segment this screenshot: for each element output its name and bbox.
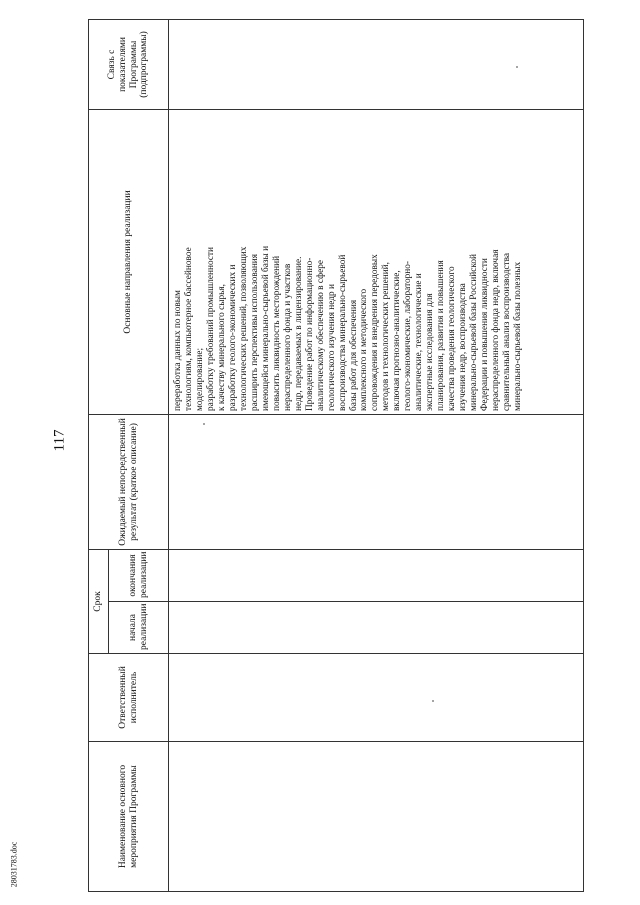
cell-end [169, 549, 584, 601]
header-main-directions: Основные направления реализации [89, 109, 169, 414]
footer-filename: 28031783.doc [9, 841, 19, 888]
header-indicators-link: Связь с показателями Программы (подпрограммы) [89, 19, 169, 109]
program-table [88, 19, 584, 892]
header-term: Срок [89, 549, 109, 653]
document-page [88, 20, 615, 892]
page-number: 117 [51, 429, 68, 452]
header-measure-name: Наименование основного мероприятия Программы [89, 742, 169, 892]
cell-responsible [169, 654, 584, 742]
header-expected-result: Ожидаемый непосредственный результат (краткое описание) [89, 414, 169, 549]
scan-speck [432, 700, 434, 702]
scan-speck [203, 423, 205, 425]
cell-start [169, 602, 584, 654]
scan-speck [516, 66, 518, 68]
cell-measure-name [169, 742, 584, 892]
rotated-table-container [88, 20, 615, 892]
header-responsible: Ответственный исполнитель [89, 654, 169, 742]
header-start: начала реализации [109, 602, 169, 654]
directions-text: переработка данных по новым технологиям, компьютерное бассейновое моделирование; разработку требований промышленности к качеству минерального сырья, разработку геолого-экономических и технологических решений, позволяющих расширить перспективы использования имеющейся минерально-сырьевой базы и повысить ликвидность месторождений нераспределенного фонда и участков недр, передаваемых в лицензирование. Проведение работ по информационно- аналитическому обеспечению в сфере геологического изучения недр и воспроизводства минерально-сырьевой базы работ для обеспечения комплексного и методического сопровождения и внедрения передовых методов и технологических решений, включая прогнозно-аналитические, геолого-экономические, лабораторно- аналитические, технологические и экспертные исследования для планирования, развития и повышения качества проведения геологического изучения недр, воспроизводства минерально-сырьевой базы Российской Федерации и повышения ликвидности нераспределенного фонда недр, включая сравнительный анализ воспроизводства минерально-сырьевой базы полезных [173, 245, 524, 411]
cell-expected-result [169, 414, 584, 549]
header-end: окончания реализации [109, 549, 169, 601]
cell-indicators-link [169, 19, 584, 109]
cell-main-directions [169, 109, 584, 414]
